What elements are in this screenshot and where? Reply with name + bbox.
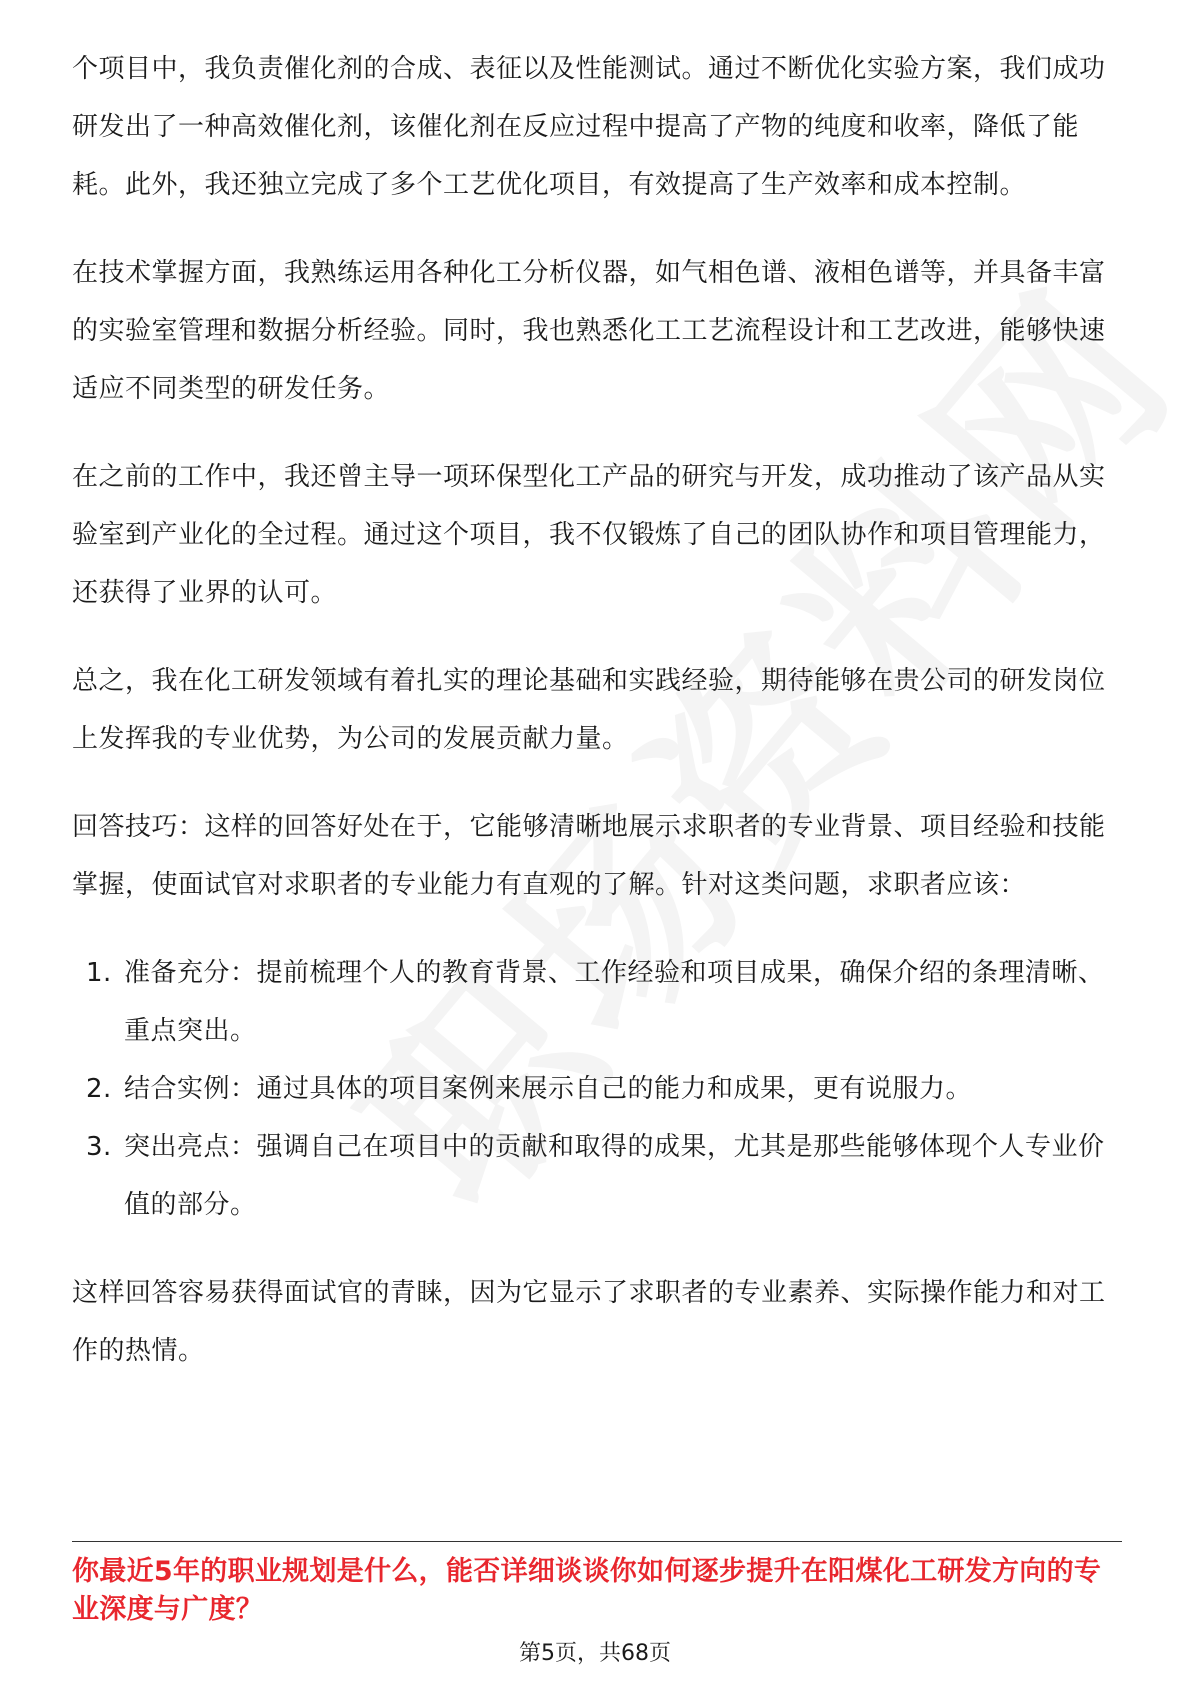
list-item [72,1118,1122,1234]
list-item [72,1060,1122,1118]
list-item-text: 准备充分：提前梳理个人的教育背景、工作经验和项目成果，确保介绍的条理清晰、重点突出。 [124,958,1105,1046]
paragraph-closing: 这样回答容易获得面试官的青睐，因为它显示了求职者的专业素养、实际操作能力和对工作的热情。 [72,1278,1106,1366]
paragraph-previous-work: 在之前的工作中，我还曾主导一项环保型化工产品的研究与开发，成功推动了该产品从实验室到产业化的全过程。通过这个项目，我不仅锻炼了自己的团队协作和项目管理能力，还获得了业界的认可。 [72,462,1106,608]
list-item-text: 结合实例：通过具体的项目案例来展示自己的能力和成果，更有说服力。 [124,1074,973,1104]
next-question-heading: 你最近5年的职业规划是什么，能否详细谈谈你如何逐步提升在阳煤化工研发方向的专业深度与广度？ [72,1556,1102,1625]
page-number-footer: 第5页，共68页 [519,1641,671,1666]
paragraph-summary: 总之，我在化工研发领域有着扎实的理论基础和实践经验，期待能够在贵公司的研发岗位上发挥我的专业优势，为公司的发展贡献力量。 [72,666,1106,754]
list-item-number: 1. [86,958,112,988]
list-item-number: 2. [86,1074,112,1104]
list-item [72,944,1122,1060]
list-item-text: 突出亮点：强调自己在项目中的贡献和取得的成果，尤其是那些能够体现个人专业价值的部分。 [124,1132,1105,1220]
section-divider [72,1541,1122,1542]
tips-list [72,944,1122,1234]
paragraph-answer-tips: 回答技巧：这样的回答好处在于，它能够清晰地展示求职者的专业背景、项目经验和技能掌握，使面试官对求职者的专业能力有直观的了解。针对这类问题，求职者应该： [72,812,1106,900]
paragraph-project-experience: 个项目中，我负责催化剂的合成、表征以及性能测试。通过不断优化实验方案，我们成功研发出了一种高效催化剂，该催化剂在反应过程中提高了产物的纯度和收率，降低了能耗。此外，我还独立完成了多个工艺优化项目，有效提高了生产效率和成本控制。 [72,54,1106,200]
document-body [72,40,1122,1410]
list-item-number: 3. [86,1132,112,1162]
paragraph-technical-skills: 在技术掌握方面，我熟练运用各种化工分析仪器，如气相色谱、液相色谱等，并具备丰富的实验室管理和数据分析经验。同时，我也熟悉化工工艺流程设计和工艺改进，能够快速适应不同类型的研发任务。 [72,258,1106,404]
